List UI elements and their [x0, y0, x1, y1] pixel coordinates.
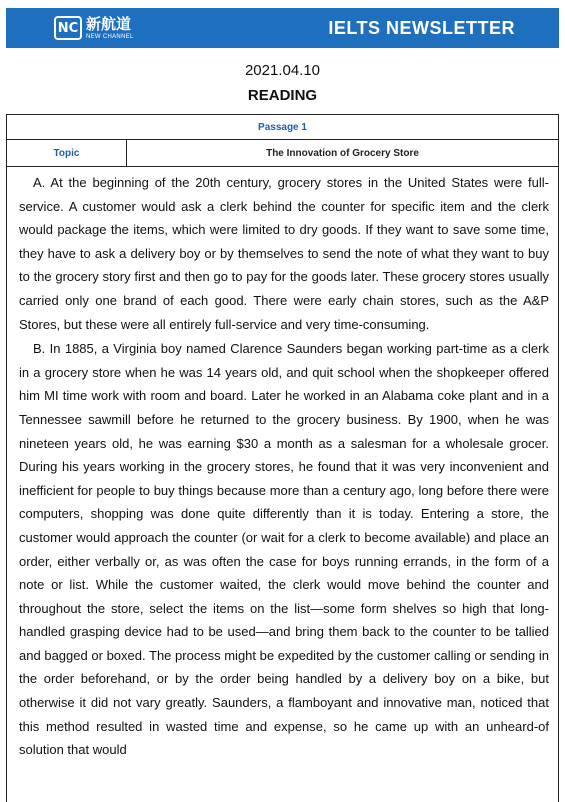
logo-chinese-text: 新航道	[86, 14, 132, 33]
passage-body	[19, 171, 549, 762]
logo-icon: NC	[54, 16, 82, 40]
topic-label: Topic	[7, 140, 127, 166]
passage-header-row	[7, 115, 558, 140]
paragraph-a: A. At the beginning of the 20th century, grocery stores in the United States were full-service. A customer would ask a clerk behind the counter for specific item and the clerk would package the items, which were limited to dry goods. If they want to save some time, they have to ask a delivery boy or by themselves to send the note of what they want to buy to the grocery story first and then go to pay for the goods later. These grocery stores usually carried only one brand of each good. There were early chain stores, such as the A&P Stores, but these were all entirely full-service and very time-consuming.	[19, 175, 549, 332]
section-title: READING	[247, 87, 318, 104]
issue-date: 2021.04.10	[244, 62, 321, 79]
paragraph-b: B. In 1885, a Virginia boy named Clarence Saunders began working part-time as a clerk in a grocery store when he was 14 years old, and quit school when the shopkeeper offered him MI time work with room and board. Later he worked in an Alabama coke plant and in a Tennessee sawmill before he returned to the grocery business. By 1900, when he was nineteen years old, he was earning $30 a month as a salesman for a wholesale grocer. During his years working in the grocery stores, he found that it was very inconvenient and inefficient for people to buy things because more than a century ago, long before there were computers, shopping was done quite differently than it is today. Entering a store, the customer would approach the counter (or wait for a clerk to become available) and place an order, either verbally or, as was often the case for boys running errands, in the form of a note or list. While the customer waited, the clerk would move behind the counter and throughout the store, select the items on the list—some form shelves so high that long-handled grasping device had to be used—and bring them back to the counter to be tallied and bagged or boxed. The process might be expedited by the customer calling or sending in the order beforehand, or by the order being handled by a delivery boy on a bike, but otherwise it did not vary greatly. Saunders, a flamboyant and innovative man, noticed that this method resulted in wasted time and expense, so he came up with an unheard-of solution that would	[19, 341, 549, 758]
passage-frame	[6, 114, 559, 802]
newsletter-title: IELTS NEWSLETTER	[328, 17, 515, 38]
passage-label: Passage 1	[258, 121, 307, 133]
topic-value: The Innovation of Grocery Store	[266, 147, 419, 159]
topic-row	[7, 140, 558, 167]
logo-english-text: NEW CHANNEL	[86, 33, 134, 40]
newsletter-header	[6, 8, 559, 48]
brand-logo	[54, 16, 134, 40]
